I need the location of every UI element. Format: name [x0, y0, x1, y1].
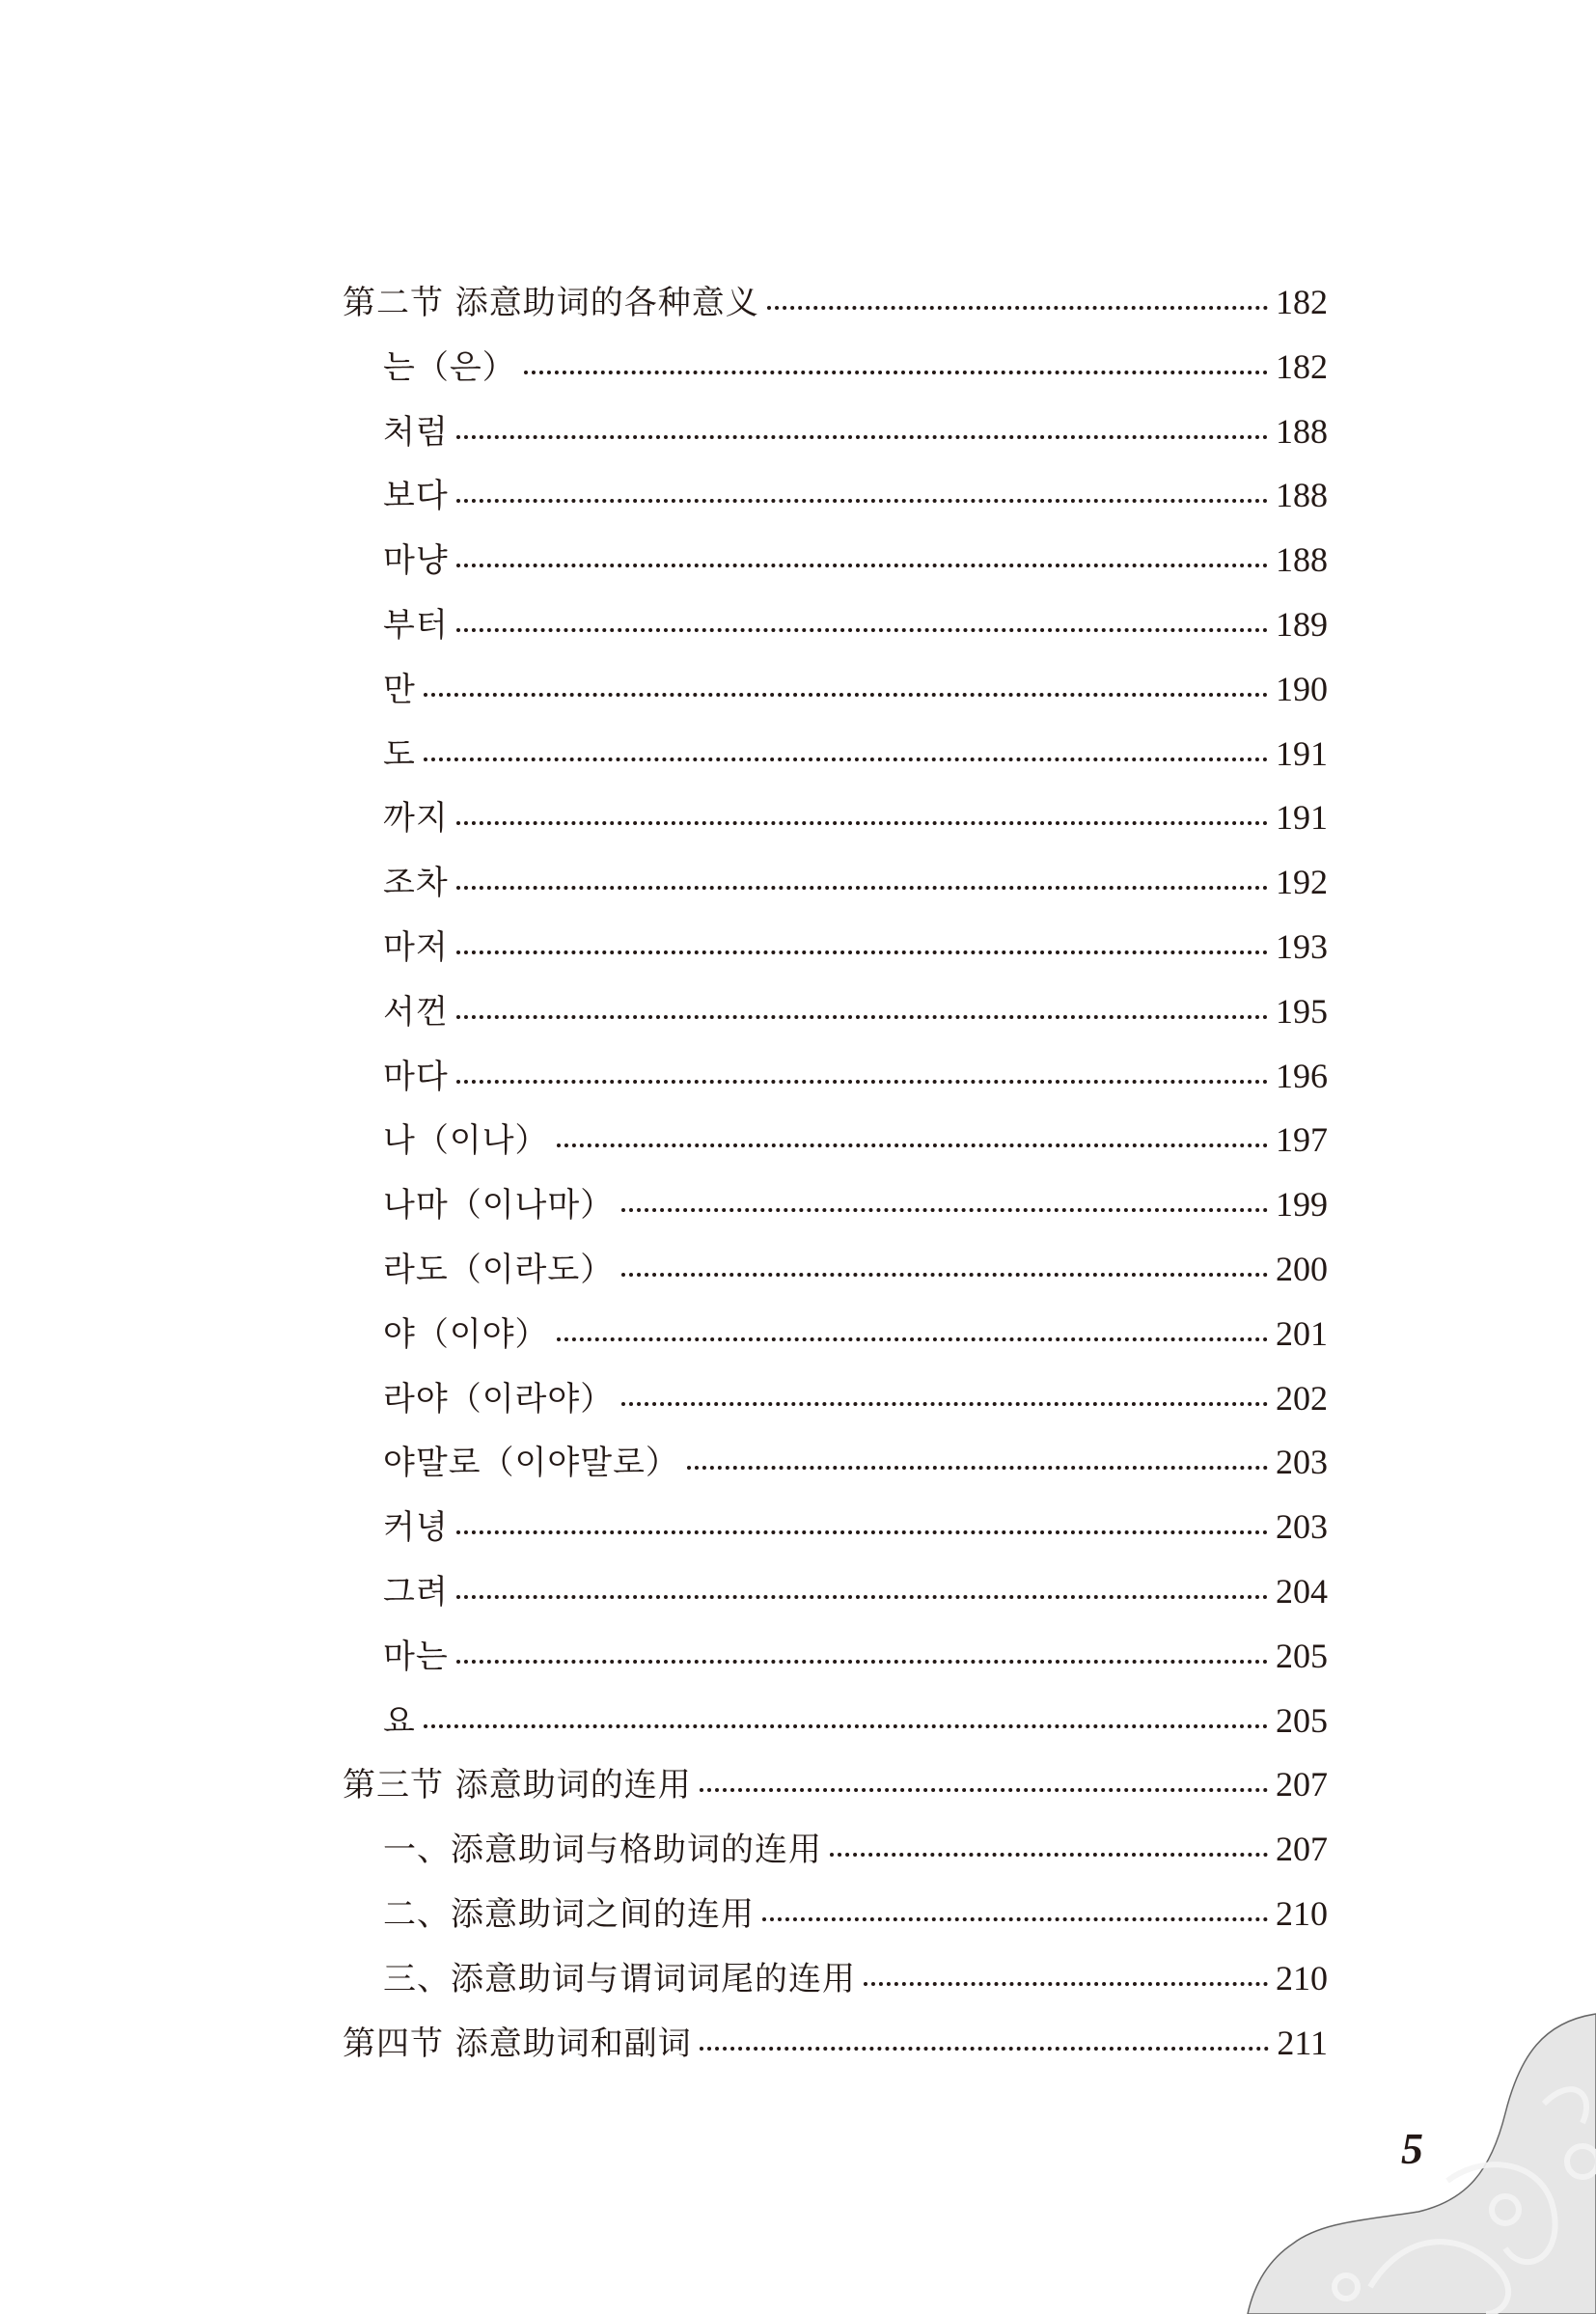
toc-entry-label: 야（이야） [383, 1314, 549, 1354]
dot-leader [456, 1530, 1268, 1534]
dot-leader [424, 758, 1268, 761]
toc-entry-label: 부터 [383, 605, 449, 645]
toc-section-entry[interactable] [343, 278, 1328, 343]
toc-entry-page: 188 [1276, 476, 1328, 515]
toc-entry-page: 200 [1276, 1249, 1328, 1288]
toc-entry[interactable] [343, 407, 1328, 472]
toc-entry-label: 마냥 [383, 541, 449, 581]
toc-entry[interactable] [343, 1696, 1328, 1761]
dot-leader [456, 1080, 1268, 1084]
toc-entry[interactable] [343, 1825, 1328, 1889]
toc-entry-label: 마저 [383, 927, 449, 967]
toc-entry[interactable] [343, 987, 1328, 1052]
toc-entry-label: 나（이나） [383, 1121, 549, 1161]
toc-entry-label: 야말로（이야말로） [383, 1444, 679, 1483]
toc-entry[interactable] [343, 1502, 1328, 1567]
toc-entry-label: 라야（이라야） [383, 1379, 615, 1419]
toc-entry-label: 二、添意助词之间的连用 [383, 1894, 755, 1934]
toc-entry-label: 까지 [383, 799, 449, 839]
page-number: 5 [1401, 2124, 1423, 2173]
toc-entry-page: 189 [1276, 604, 1328, 644]
toc-entry[interactable] [343, 343, 1328, 407]
toc-entry-label: 그려 [383, 1572, 449, 1612]
dot-leader [767, 306, 1268, 310]
toc-entry-page: 205 [1276, 1700, 1328, 1740]
toc-entry-page: 197 [1276, 1120, 1328, 1160]
dot-leader [830, 1853, 1268, 1857]
toc-entry-page: 201 [1276, 1313, 1328, 1353]
toc-entry-label: 요 [383, 1701, 416, 1741]
toc-entry[interactable] [343, 923, 1328, 987]
dot-leader [456, 628, 1268, 632]
toc-entry-label: 처럼 [383, 412, 449, 452]
toc-entry[interactable] [343, 1052, 1328, 1116]
dot-leader [424, 1724, 1268, 1728]
dot-leader [456, 499, 1268, 503]
toc-entry-page: 191 [1276, 798, 1328, 838]
toc-entry-label: 도 [383, 734, 416, 774]
toc-entry-label: 第二节 添意助词的各种意义 [343, 284, 759, 322]
dot-leader [456, 821, 1268, 825]
toc-entry-label: 第三节 添意助词的连用 [343, 1766, 692, 1805]
dot-leader [456, 950, 1268, 954]
toc-entry-label: 만 [383, 670, 416, 709]
toc-entry[interactable] [343, 1567, 1328, 1632]
toc-entry[interactable] [343, 536, 1328, 600]
toc-entry[interactable] [343, 793, 1328, 858]
dot-leader [687, 1466, 1268, 1470]
toc-entry[interactable] [343, 1374, 1328, 1439]
toc-entry-page: 204 [1276, 1571, 1328, 1611]
dot-leader [864, 1982, 1268, 1986]
toc-entry-label: 라도（이라도） [383, 1250, 615, 1289]
toc-entry-label: 조차 [383, 864, 449, 903]
toc-entry-page: 210 [1276, 1958, 1328, 1997]
dot-leader [524, 371, 1268, 374]
toc-entry-page: 203 [1276, 1507, 1328, 1547]
toc-entry-label: 마는 [383, 1637, 449, 1676]
dot-leader [700, 2047, 1270, 2051]
toc-entry[interactable] [343, 858, 1328, 923]
toc-entry-page: 191 [1276, 733, 1328, 773]
toc-entry-page: 188 [1276, 411, 1328, 451]
dot-leader [557, 1337, 1268, 1341]
toc-entry-label: 第四节 添意助词和副词 [343, 2024, 692, 2063]
toc-section-entry[interactable] [343, 1760, 1328, 1825]
toc-entry[interactable] [343, 1889, 1328, 1954]
toc-entry[interactable] [343, 600, 1328, 665]
toc-entry[interactable] [343, 1245, 1328, 1309]
toc-entry-page: 190 [1276, 669, 1328, 708]
dot-leader [456, 1595, 1268, 1599]
dot-leader [456, 886, 1268, 890]
dot-leader [762, 1917, 1268, 1921]
toc-entry-page: 202 [1276, 1378, 1328, 1418]
dot-leader [621, 1273, 1268, 1277]
table-of-contents [343, 278, 1328, 2082]
toc-entry[interactable] [343, 665, 1328, 730]
toc-entry-page: 199 [1276, 1185, 1328, 1225]
dot-leader [456, 1015, 1268, 1019]
toc-entry[interactable] [343, 730, 1328, 794]
toc-entry-label: 마다 [383, 1057, 449, 1096]
dot-leader [456, 564, 1268, 567]
toc-entry-page: 182 [1276, 283, 1328, 321]
toc-entry[interactable] [343, 1309, 1328, 1374]
dot-leader [557, 1143, 1268, 1147]
toc-entry-page: 207 [1276, 1765, 1328, 1804]
toc-entry-page: 188 [1276, 540, 1328, 580]
toc-entry-page: 203 [1276, 1443, 1328, 1482]
toc-entry-page: 193 [1276, 926, 1328, 966]
toc-entry-label: 커녕 [383, 1508, 449, 1548]
dot-leader [621, 1402, 1268, 1406]
toc-entry-label: 나마（이나마） [383, 1186, 615, 1226]
dot-leader [424, 693, 1268, 697]
toc-entry[interactable] [343, 471, 1328, 536]
toc-entry-label: 一、添意助词与格助词的连用 [383, 1831, 822, 1870]
toc-entry-label: 는（은） [383, 347, 516, 387]
toc-entry-label: 보다 [383, 477, 449, 516]
toc-entry[interactable] [343, 1180, 1328, 1245]
dot-leader [700, 1788, 1268, 1792]
toc-entry[interactable] [343, 1116, 1328, 1180]
toc-entry[interactable] [343, 1632, 1328, 1696]
toc-entry-page: 182 [1276, 346, 1328, 386]
toc-entry-page: 210 [1276, 1893, 1328, 1933]
toc-entry[interactable] [343, 1954, 1328, 2019]
toc-entry-label: 서껀 [383, 992, 449, 1032]
toc-entry-page: 211 [1277, 2023, 1328, 2062]
toc-section-entry[interactable] [343, 2019, 1328, 2083]
toc-entry-page: 207 [1276, 1830, 1328, 1869]
dot-leader [456, 435, 1268, 439]
toc-entry-page: 192 [1276, 863, 1328, 902]
dot-leader [456, 1660, 1268, 1664]
toc-entry-page: 195 [1276, 991, 1328, 1031]
toc-entry-page: 196 [1276, 1056, 1328, 1095]
toc-entry[interactable] [343, 1438, 1328, 1502]
dot-leader [621, 1208, 1268, 1212]
toc-entry-label: 三、添意助词与谓词词尾的连用 [383, 1959, 856, 1998]
toc-entry-page: 205 [1276, 1636, 1328, 1675]
